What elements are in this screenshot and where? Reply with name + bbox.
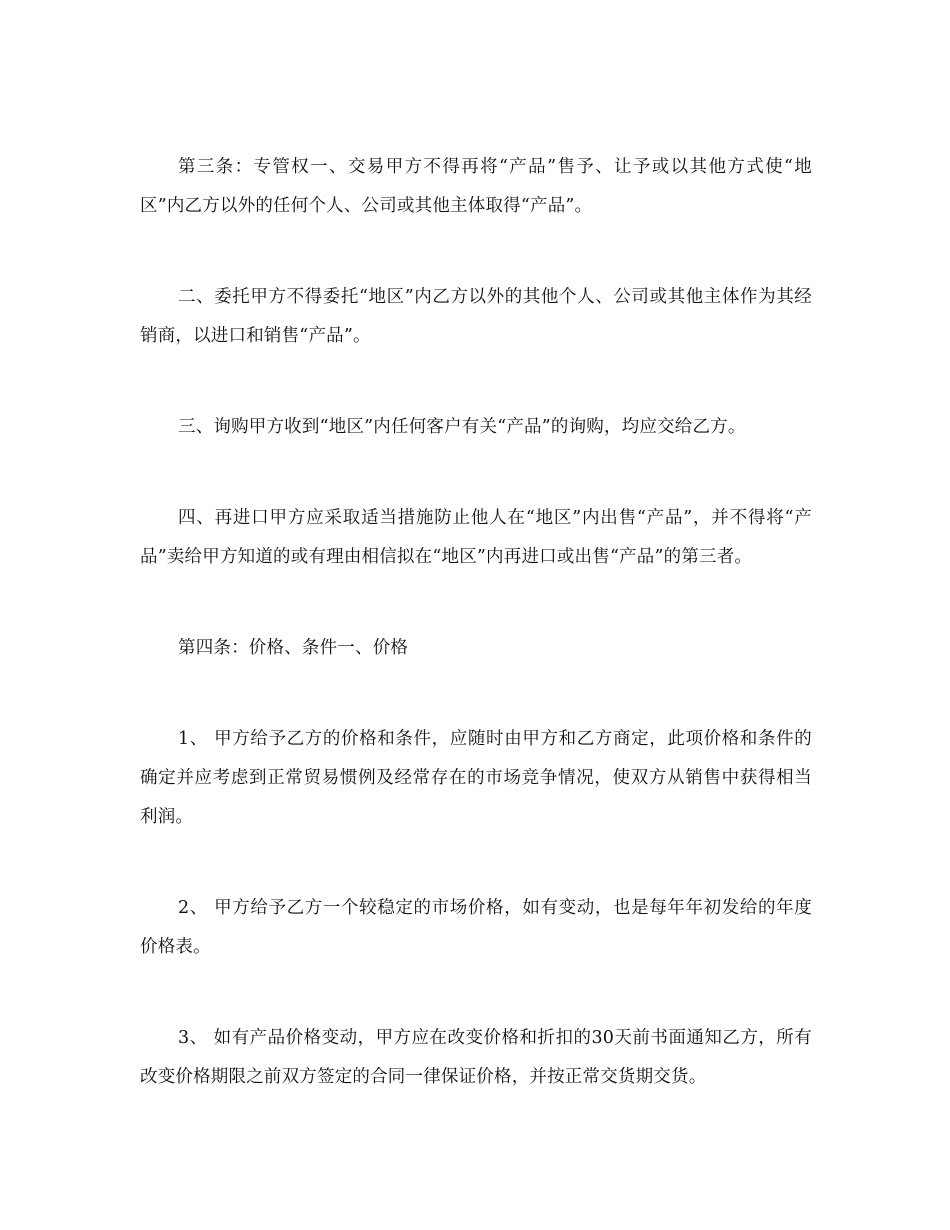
paragraph-inquiry: 三、询购甲方收到“地区”内任何客户有关“产品”的询购，均应交给乙方。 [178,417,746,437]
paragraph-price-item-2: 2、 甲方给予乙方一个较稳定的市场价格，如有变动，也是每年年初发给的年度价格表。 [140,898,812,957]
paragraph-article-3-exclusive-rights: 第三条：专管权一、交易甲方不得再将“产品”售予、让予或以其他方式使“地区”内乙方以外的任何个人、公司或其他主体取得“产品”。 [140,157,812,216]
paragraph-article-4-price: 第四条：价格、条件一、价格 [178,638,409,658]
paragraph-entrustment: 二、委托甲方不得委托“地区”内乙方以外的其他个人、公司或其他主体作为其经销商，以进口和销售“产品”。 [140,287,812,346]
paragraph-price-item-3: 3、 如有产品价格变动，甲方应在改变价格和折扣的30天前书面通知乙方，所有改变价格期限之前双方签定的合同一律保证价格，并按正常交货期交货。 [140,1028,812,1087]
document-body [140,148,812,1149]
paragraph-price-item-1: 1、 甲方给予乙方的价格和条件，应随时由甲方和乙方商定，此项价格和条件的确定并应考虑到正常贸易惯例及经常存在的市场竞争情况，使双方从销售中获得相当利润。 [140,729,812,827]
paragraph-reimport: 四、再进口甲方应采取适当措施防止他人在“地区”内出售“产品”，并不得将“产品”卖给甲方知道的或有理由相信拟在“地区”内再进口或出售“产品”的第三者。 [140,508,812,567]
